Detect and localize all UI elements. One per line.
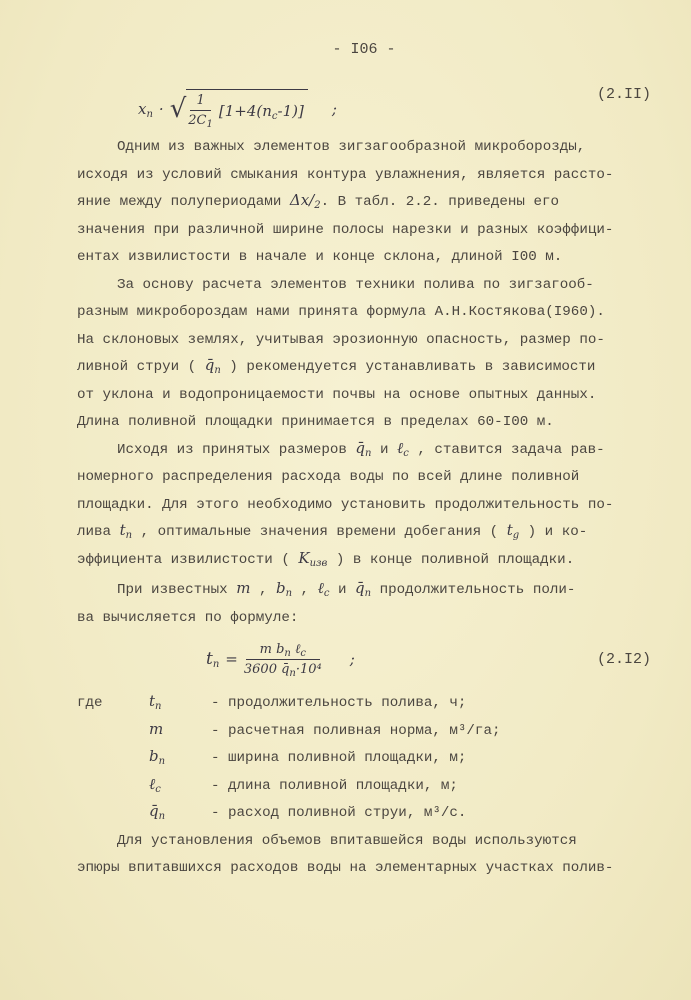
math-symbol: ℓ$_с$ <box>397 438 409 459</box>
page-number: - I06 - <box>332 41 396 58</box>
text-run: разным микробороздам нами принята формула А.Н.Костякова(I960). <box>77 304 605 320</box>
text-line <box>77 828 651 856</box>
denominator-subscript: п <box>289 667 296 679</box>
text-run: площадки. Для этого необходимо установить продолжительность по- <box>77 496 614 513</box>
math-subscript: п <box>158 756 166 767</box>
definition-row <box>77 773 651 801</box>
denominator <box>188 111 213 129</box>
text-line <box>77 244 651 272</box>
where-label: где <box>77 695 103 711</box>
definition-symbol <box>149 718 211 746</box>
math-subscript: п <box>155 701 162 712</box>
definition-text: - расход поливной струи, м³/с. <box>211 805 467 821</box>
math-symbol: $b_п$ <box>275 579 293 599</box>
definition-symbol <box>149 690 211 718</box>
formula-tail: ; <box>349 650 355 668</box>
formula-symbol: x <box>138 100 147 118</box>
text-run: эффициента извилистости ( <box>77 551 299 568</box>
text-line <box>77 272 651 300</box>
text-run: Одним из важных элементов зигзагообразной микроборозды, <box>117 139 586 155</box>
text-line <box>77 354 651 382</box>
text-run: и <box>329 582 355 598</box>
fraction <box>188 92 213 129</box>
text-line <box>77 409 651 437</box>
math-subscript: п <box>125 530 133 541</box>
numerator-text-2: ℓ <box>290 641 301 657</box>
math-symbol: m <box>236 579 251 597</box>
text-run: ) рекомендуется устанавливать в зависимости <box>220 359 596 375</box>
denominator-text: 2C <box>188 113 207 128</box>
equation-number-2-12: (2.I2) <box>596 650 651 668</box>
formula-symbol: t <box>206 649 213 669</box>
math-symbol: ℓ$_с$ <box>149 774 161 795</box>
math-subscript: g <box>512 530 520 541</box>
math-subscript: 2 <box>314 200 321 211</box>
formula-operator: · <box>158 100 164 118</box>
text-line <box>77 217 651 245</box>
text-run: , <box>250 582 276 598</box>
text-run: значения при различной ширине полосы нарезки и разных коэффици- <box>77 221 614 238</box>
math-subscript: с <box>155 783 161 795</box>
text-line <box>77 382 651 410</box>
text-run: Длина поливной площадки принимается в пределах 60-I00 м. <box>77 414 554 430</box>
text-line <box>77 189 651 217</box>
math-symbol: $q̄_п$ <box>355 438 372 459</box>
numerator-subscript: п <box>284 647 291 659</box>
text-line <box>77 437 651 465</box>
text-run: ливной струи ( <box>77 359 205 375</box>
text-run: яние между полупериодами <box>77 194 290 210</box>
text-run: Исходя из принятых размеров <box>117 441 356 458</box>
text-run: продолжительность поли- <box>371 582 576 598</box>
text-run: исходя из условий смыкания контура увлажнения, является рассто- <box>77 166 614 183</box>
formula-2-12 <box>206 641 355 678</box>
text-run: На склоновых землях, учитывая эрозионную опасность, размер по- <box>77 331 605 348</box>
numerator-subscript-2: с <box>300 647 307 659</box>
math-subscript: п <box>364 588 372 599</box>
text-line <box>77 547 651 575</box>
math-subscript: с <box>403 447 409 459</box>
text-run: , оптимальные значения времени добегания ( <box>132 524 507 540</box>
text-run: , ставится задача рав- <box>408 441 605 458</box>
math-subscript: п <box>285 588 293 599</box>
definition-text: - ширина поливной площадки, м; <box>211 750 467 766</box>
text-line <box>77 134 651 162</box>
paragraph-block-1 <box>77 134 651 574</box>
bracket-expr: [1+4(n <box>218 101 272 120</box>
text-run: от уклона и водопроницаемости почвы на основе опытных данных. <box>77 386 597 403</box>
text-run: эпюры впитавшихся расходов воды на элементарных участках полив- <box>77 860 614 876</box>
math-subscript: п <box>158 811 166 822</box>
definition-symbol <box>149 800 211 828</box>
math-symbol: $t_п$ <box>149 692 162 712</box>
equation-number-2-11: (2.II) <box>596 86 651 103</box>
formula-tail: ; <box>331 100 337 118</box>
math-subscript: изв <box>309 557 328 569</box>
text-run: , <box>292 582 318 598</box>
text-line <box>77 299 651 327</box>
definition-symbol <box>149 745 211 773</box>
math-symbol: $q̄_п$ <box>355 579 372 599</box>
definition-row <box>77 718 651 746</box>
formula-subscript: п <box>146 109 153 120</box>
math-symbol: $\Delta x/_2$ <box>289 191 321 211</box>
bracket-end: -1)] <box>277 101 304 120</box>
text-line <box>77 464 651 492</box>
denominator-text-2: ·10⁴ <box>295 661 322 677</box>
math-subscript: п <box>365 447 372 459</box>
radicand <box>186 89 308 129</box>
text-run: ва вычисляется по формуле: <box>77 609 299 626</box>
definition-symbol <box>149 773 211 801</box>
definition-row <box>77 745 651 773</box>
text-line <box>77 162 651 190</box>
formula-2-12-row <box>77 634 651 684</box>
math-symbol: m <box>149 719 164 738</box>
math-symbol: $q̄_п$ <box>204 356 221 376</box>
denominator <box>244 660 322 678</box>
formula-subscript: п <box>212 659 220 670</box>
text-line <box>77 492 651 520</box>
text-run: лива <box>77 524 120 540</box>
variable-definitions <box>77 690 651 828</box>
math-symbol: $q̄_п$ <box>149 802 166 822</box>
math-symbol: $b_п$ <box>149 747 166 767</box>
math-symbol: $K_{изв}$ <box>298 548 328 569</box>
math-subscript: п <box>214 365 221 376</box>
definition-text: - продолжительность полива, ч; <box>211 695 467 711</box>
paragraph-block-3 <box>77 828 651 883</box>
text-line <box>77 519 651 547</box>
text-run: При известных <box>117 582 237 598</box>
bracket-subscript: с <box>271 110 278 122</box>
math-symbol: $t_п$ <box>119 521 133 541</box>
text-line <box>77 605 651 633</box>
formula-2-11-row <box>77 86 651 132</box>
denominator-text: 3600 q̄ <box>243 661 290 677</box>
formula-2-11 <box>138 89 337 129</box>
text-line <box>77 327 651 355</box>
numerator: 1 <box>190 92 210 111</box>
fraction <box>244 641 322 678</box>
radical-sign: √ <box>169 94 187 124</box>
numerator-text: m b <box>259 641 285 657</box>
paragraph-block-2 <box>77 577 651 632</box>
text-run: ентах извилистости в начале и конце склона, длиной I00 м. <box>77 249 563 265</box>
text-run: ) в конце поливной площадки. <box>327 551 575 568</box>
text-run: ) и ко- <box>519 524 588 540</box>
text-run: Для установления объемов впитавшейся воды используются <box>117 832 577 849</box>
square-root <box>170 89 308 129</box>
text-line <box>77 577 651 605</box>
definition-row <box>77 800 651 828</box>
math-symbol: $t_g$ <box>506 521 520 541</box>
text-run: . В табл. 2.2. приведены его <box>320 194 559 210</box>
text-run: номерного распределения расхода воды по всей длине поливной <box>77 469 580 485</box>
definition-text: - расчетная поливная норма, м³/га; <box>211 722 501 739</box>
text-run: За основу расчета элементов техники полива по зигзагооб- <box>117 276 594 293</box>
definition-text: - длина поливной площадки, м; <box>211 777 458 794</box>
text-run: и <box>371 441 397 458</box>
denominator-subscript: 1 <box>206 119 213 130</box>
formula-operator: = <box>225 650 238 668</box>
math-subscript: с <box>323 588 330 599</box>
text-line <box>77 855 651 883</box>
numerator <box>246 641 320 660</box>
definition-row <box>77 690 651 718</box>
math-symbol: ℓ$_с$ <box>317 579 330 599</box>
